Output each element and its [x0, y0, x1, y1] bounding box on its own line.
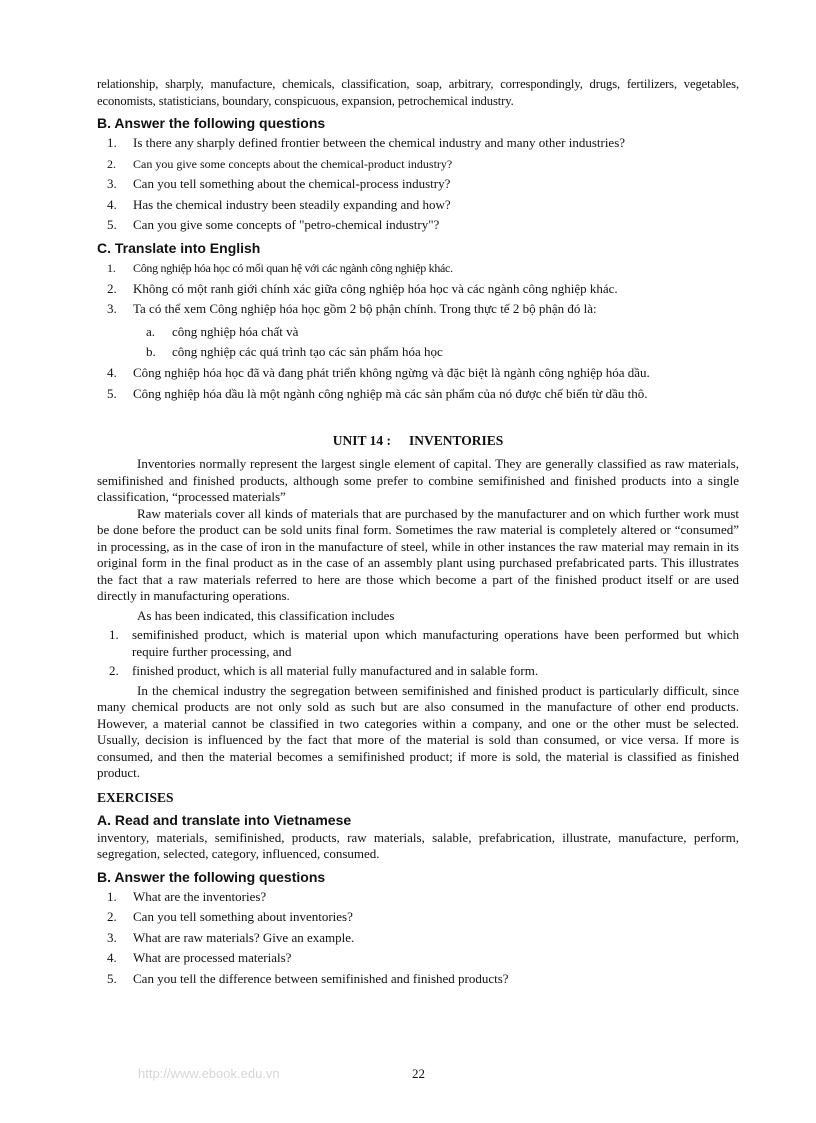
section-b-questions: [97, 133, 739, 236]
unit-label: UNIT 14 :: [332, 433, 391, 449]
translate-subitem: [97, 322, 739, 343]
question-number: 1.: [107, 135, 117, 150]
paragraph-2: Raw materials cover all kinds of materials that are purchased by the manufacturer and on which further work must be done before the product can be sold units final form. Sometimes the raw material is completely altered or “consumed” in processing, as in the case of iron in the manufacture of steel, while in other instances the raw material may remain in its original form in the final product as in the case of an assembly plant using purchased prefabricated parts. This illustrates the fact that a raw materials referred to here are those which become a part of the finished product itself or are used directly in manufacturing operations.: [97, 505, 739, 604]
subitem-letter: b.: [146, 344, 156, 360]
unit-heading: [97, 432, 739, 450]
translate-subitem: [97, 342, 739, 363]
document-page: [97, 76, 739, 992]
item-number: 4.: [107, 364, 117, 380]
section-c-title: C. Translate into English: [97, 239, 261, 256]
subitem-text: công nghiệp hóa chất và: [172, 323, 299, 339]
translate-item: [97, 279, 739, 300]
question-item: [97, 928, 739, 949]
page-number: 22: [412, 1066, 425, 1081]
question-text: Can you tell the difference between semifinished and finished products?: [133, 971, 509, 986]
question-number: 3.: [107, 929, 117, 945]
question-number: 4.: [107, 950, 117, 966]
item-text: semifinished product, which is material upon which manufacturing operations have been performed but which require further processing, and: [132, 627, 739, 659]
paragraph-1: Inventories normally represent the largest single element of capital. They are generally classified as raw materials, semifinished and finished products, although some prefer to combine semifinished and finished products into a single classification, “processed materials”: [97, 456, 739, 505]
unit-name: INVENTORIES: [408, 433, 504, 449]
exercise-a-vocabulary: inventory, materials, semifinished, products, raw materials, salable, prefabrication, illustrate, manufacture, perform, segregation, selected, category, influenced, consumed.: [97, 829, 739, 862]
item-number: 2.: [109, 663, 119, 679]
paragraph-3: As has been indicated, this classification includes: [137, 607, 395, 623]
classification-item: [97, 627, 739, 660]
item-text: finished product, which is all material fully manufactured and in salable form.: [132, 663, 539, 679]
question-text: What are processed materials?: [133, 950, 292, 966]
item-text: Công nghiệp hóa dầu là một ngành công nghiệp mà các sản phẩm của nó được chế biến từ dầu thô.: [133, 385, 648, 401]
question-number: 1.: [107, 888, 117, 904]
translate-item: [97, 258, 739, 279]
exercise-a-title: A. Read and translate into Vietnamese: [97, 811, 352, 828]
item-number: 1.: [107, 260, 116, 275]
question-number: 5.: [107, 971, 117, 986]
question-item: [97, 969, 739, 990]
item-number: 3.: [107, 301, 117, 317]
question-text: Can you give some concepts about the chemical-product industry?: [133, 156, 453, 171]
question-text: Can you tell something about inventories?: [133, 909, 353, 925]
exercise-b-questions: [97, 887, 739, 990]
question-text: What are the inventories?: [133, 888, 267, 904]
question-item: [97, 907, 739, 928]
question-text: Can you tell something about the chemical-process industry?: [133, 176, 451, 192]
item-text: Ta có thể xem Công nghiệp hóa học gồm 2 bộ phận chính. Trong thực tế 2 bộ phận đó là:: [133, 301, 597, 317]
translate-item: [97, 299, 739, 320]
item-number: 5.: [107, 385, 117, 401]
question-number: 2.: [107, 156, 116, 171]
question-text: Has the chemical industry been steadily expanding and how?: [133, 196, 451, 212]
item-number: 1.: [109, 627, 119, 643]
item-text: Không có một ranh giới chính xác giữa công nghiệp hóa học và các ngành công nghiệp khác.: [133, 280, 618, 296]
question-number: 4.: [107, 196, 117, 212]
item-text: Công nghiệp hóa học đã và đang phát triển không ngừng và đặc biệt là ngành công nghiệp hóa dầu.: [133, 364, 650, 380]
question-item: [97, 948, 739, 969]
section-c-items-continued: [97, 363, 739, 404]
paragraph-4: In the chemical industry the segregation between semifinished and finished product is particularly difficult, since many chemical products are not only sold as such but are also consumed in the manufacture of other end products. However, a material cannot be classified in two categories within a company, and one or the other must be selected. Usually, decision is influenced by the fact that more of the material is sold than consumed, or vice versa. If more is consumed, and then the material becomes a semifinished product; if more is sold, the material is classified as finished product.: [97, 682, 739, 781]
question-item: [97, 215, 739, 236]
section-c-items: [97, 258, 739, 320]
question-item: [97, 174, 739, 195]
translate-item: [97, 384, 739, 405]
footer-url-watermark: http://www.ebook.edu.vn: [138, 1066, 280, 1081]
question-item: [97, 195, 739, 216]
question-text: What are raw materials? Give an example.: [133, 929, 355, 945]
item-number: 2.: [107, 280, 117, 296]
translate-item: [97, 363, 739, 384]
question-text: Is there any sharply defined frontier between the chemical industry and many other industries?: [133, 135, 626, 150]
classification-list: [97, 627, 739, 680]
classification-item: [97, 663, 739, 680]
subitem-letter: a.: [146, 323, 156, 339]
question-number: 2.: [107, 909, 117, 925]
question-number: 3.: [107, 176, 117, 192]
question-text: Can you give some concepts of "petro-chemical industry"?: [133, 217, 440, 233]
question-item: [97, 154, 739, 175]
question-number: 5.: [107, 217, 117, 233]
exercise-b-title: B. Answer the following questions: [97, 868, 326, 885]
vocabulary-list-top: relationship, sharply, manufacture, chemicals, classification, soap, arbitrary, correspondingly, drugs, fertilizers, vegetables, economists, statisticians, boundary, conspicuous, expansion, petrochemical industry.: [97, 77, 739, 108]
exercises-title: EXERCISES: [97, 789, 174, 805]
item-text: Công nghiệp hóa học có mối quan hệ với các ngành công nghiệp khác.: [133, 260, 453, 275]
section-b-title: B. Answer the following questions: [97, 115, 326, 131]
subitem-text: công nghiệp các quá trình tạo các sản phẩm hóa học: [172, 344, 443, 360]
section-c-subitems: [97, 322, 739, 363]
question-item: [97, 887, 739, 908]
question-item: [97, 133, 739, 154]
